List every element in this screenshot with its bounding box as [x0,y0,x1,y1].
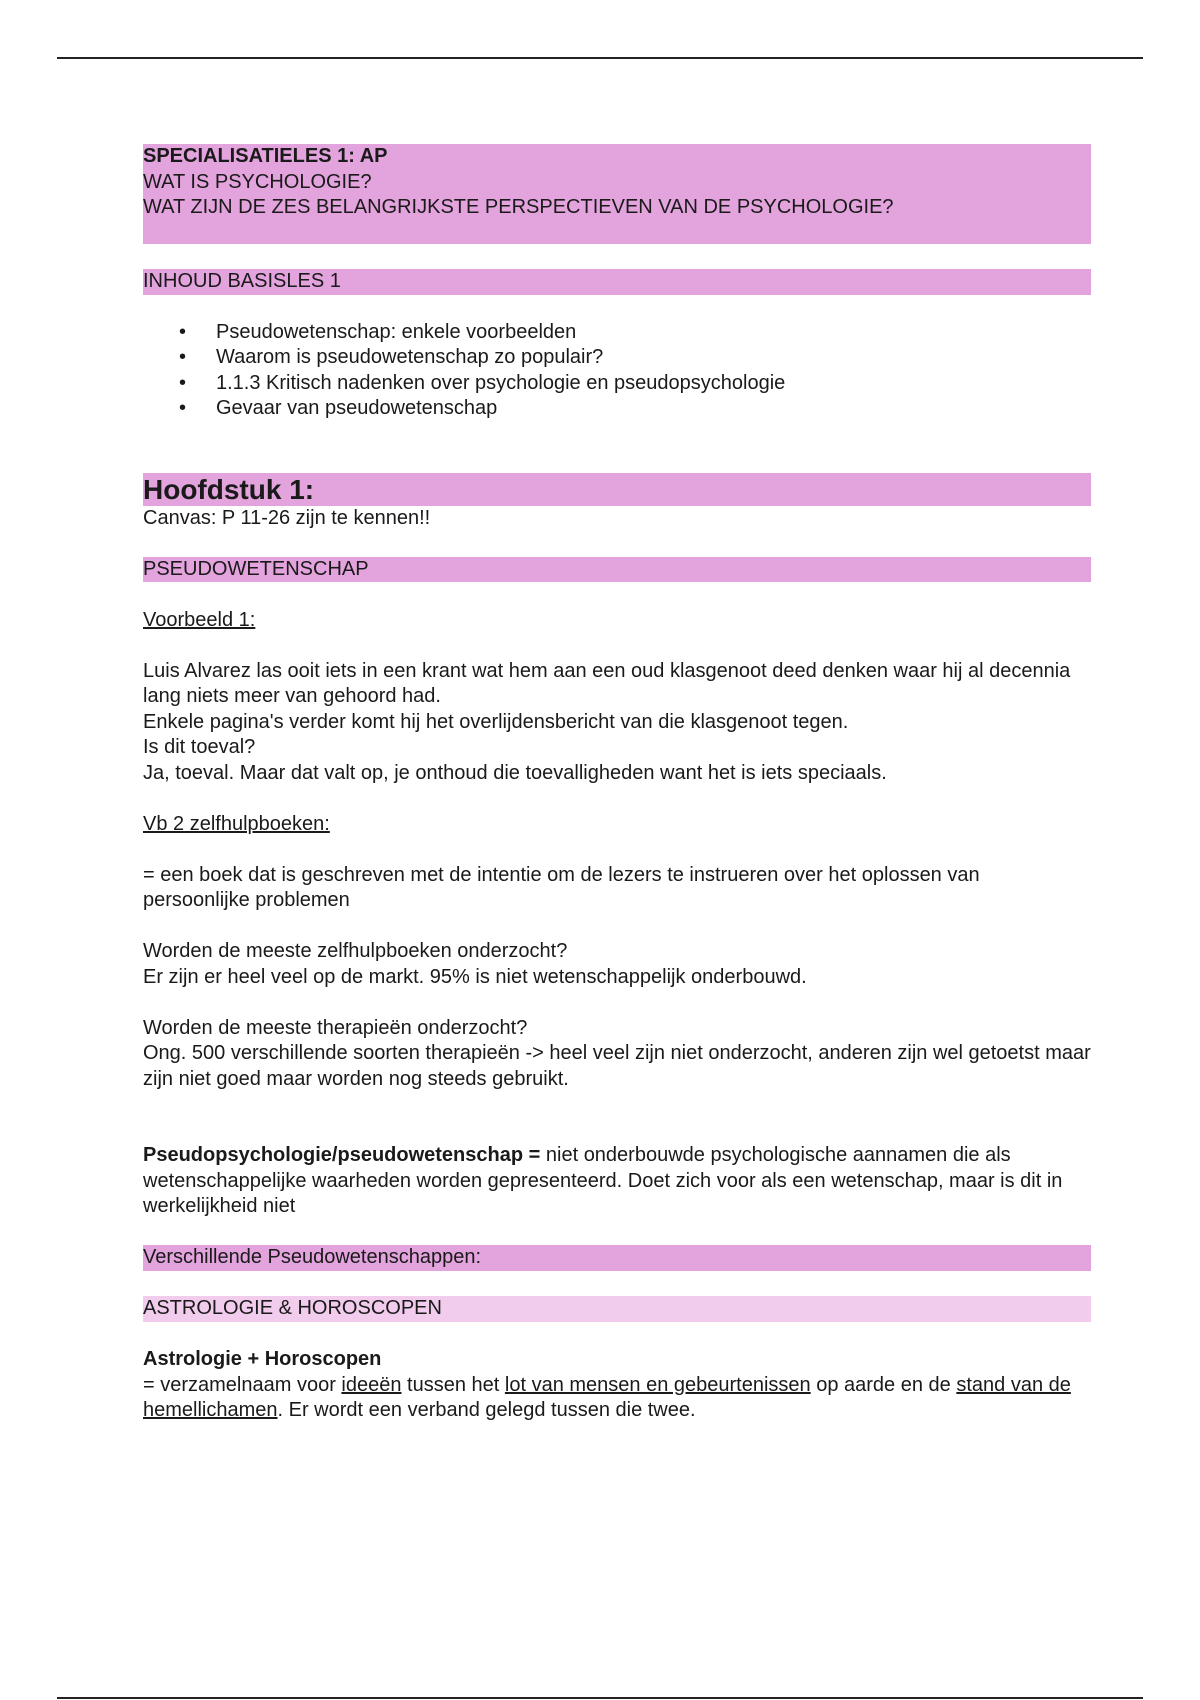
example1-paragraph-2: Enkele pagina's verder komt hij het overlijdensbericht van die klasgenoot tegen. [143,710,849,733]
example1-paragraph-4: Ja, toeval. Maar dat valt op, je onthoud die toevalligheden want het is iets speciaals. [143,761,887,784]
astrology-term: Astrologie + Horoscopen [143,1348,382,1370]
pseudopsychology-definition [143,1143,1091,1220]
chapter-heading: Hoofdstuk 1: [143,473,1091,506]
varieties-heading: Verschillende Pseudowetenschappen: [143,1245,1091,1271]
astrology-def-underline-2: lot van mensen en gebeurtenissen [504,1373,811,1396]
example1-paragraph-1: Luis Alvarez las ooit iets in een krant wat hem aan een oud klasgenoot deed denken waar hij al decennia lang niets meer van gehoord had. [143,659,1071,707]
page-bottom-rule [57,1697,1143,1699]
list-item: • 1.1.3 Kritisch nadenken over psychologie en pseudopsychologie [143,371,1091,397]
document-body [143,144,1091,1424]
inhoud-list [143,320,1091,422]
list-item: • Gevaar van pseudowetenschap [143,396,1091,422]
astrology-def-end: . Er wordt een verband gelegd tussen die twee. [277,1399,696,1421]
example1-paragraph-3: Is dit toeval? [143,736,256,758]
page-top-rule [57,57,1143,59]
title-block [143,144,1091,244]
chapter-note: Canvas: P 11-26 zijn te kennen!! [143,506,431,529]
title-line-1: SPECIALISATIELES 1: AP [143,145,388,167]
astrology-def-underline-3: stand van de hemellichamen [143,1373,1071,1421]
astrology-def-mid-1: tussen het [401,1373,505,1396]
example2-definition: = een boek dat is geschreven met de intentie om de lezers te instrueren over het oplossen van persoonlijke problemen [143,863,980,911]
list-item: • Waarom is pseudowetenschap zo populair? [143,345,1091,371]
question-2: Worden de meeste therapieën onderzocht? [143,1016,528,1039]
astrology-def-start: = verzamelnaam voor [143,1373,342,1396]
answer-2: Ong. 500 verschillende soorten therapieën -> heel veel zijn niet onderzocht, anderen zijn wel getoetst maar zijn niet goed maar worden nog steeds gebruikt. [143,1042,1091,1090]
definition-text: niet onderbouwde psychologische aannamen die als wetenschappelijke waarheden worden gepresenteerd. Doet zich voor als een wetenschap, maar is dit in werkelijkheid niet [143,1144,1063,1217]
title-line-2: WAT IS PSYCHOLOGIE? [143,170,372,193]
pseudo-heading: PSEUDOWETENSCHAP [143,557,1091,583]
inhoud-heading: INHOUD BASISLES 1 [143,269,1091,295]
list-item: • Pseudowetenschap: enkele voorbeelden [143,320,1091,346]
astrology-definition [143,1373,1091,1424]
example2-label: Vb 2 zelfhulpboeken: [143,812,330,835]
definition-term: Pseudopsychologie/pseudowetenschap = [143,1144,541,1166]
astrology-def-mid-2: op aarde en de [810,1373,957,1396]
title-line-3: WAT ZIJN DE ZES BELANGRIJKSTE PERSPECTIEVEN VAN DE PSYCHOLOGIE? [143,196,894,218]
answer-1: Er zijn er heel veel op de markt. 95% is niet wetenschappelijk onderbouwd. [143,965,807,988]
astrology-subheading: ASTROLOGIE & HOROSCOPEN [143,1296,1091,1322]
question-1: Worden de meeste zelfhulpboeken onderzocht? [143,940,568,962]
example1-label: Voorbeeld 1: [143,608,256,631]
astrology-def-underline-1: ideeën [341,1373,402,1396]
